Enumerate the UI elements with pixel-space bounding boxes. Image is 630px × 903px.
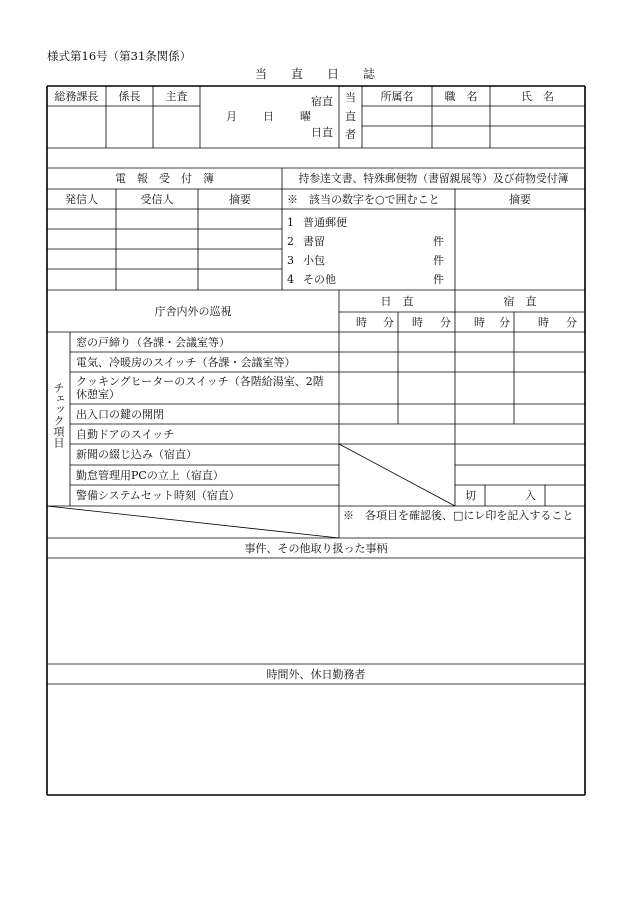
column-department: 所属名 — [380, 90, 414, 103]
check-item: クッキングヒーターのスイッチ（各階給湯室、2階休憩室） — [76, 375, 324, 401]
security-off-label: 切 — [465, 489, 476, 502]
minute-label: 分 — [440, 316, 451, 329]
patrol-day-duty: 日 直 — [380, 295, 414, 308]
patrol-night-duty: 宿 直 — [503, 295, 537, 308]
minute-label: 分 — [566, 316, 577, 329]
incidents-title: 事件、その他取り扱った事柄 — [244, 542, 388, 555]
night-duty-label: 宿直 — [311, 95, 333, 108]
day-duty-label: 日直 — [311, 126, 333, 139]
mail-item-no: 2 — [287, 235, 294, 248]
hour-label: 時 — [412, 316, 423, 329]
check-items-label: チェック項目 — [52, 382, 65, 448]
checkbox-note: ※ 各項目を確認後、□にレ印を記入すること — [343, 509, 574, 522]
mail-summary-column: 摘要 — [509, 193, 531, 206]
column-name: 氏 名 — [521, 90, 554, 103]
hour-label: 時 — [474, 316, 485, 329]
mail-item-no: 1 — [287, 216, 294, 229]
mail-item-name: 小包 — [303, 254, 325, 267]
date-weekday-label: 曜 — [300, 110, 311, 123]
duty-staff-label-2: 直 — [345, 110, 356, 123]
patrol-title: 庁舎内外の巡視 — [154, 305, 232, 318]
column-position: 職 名 — [444, 90, 478, 103]
stamp-label-section-chief: 係長 — [118, 90, 141, 103]
check-item: 勤怠管理用PCの立上（宿直） — [76, 469, 224, 482]
mail-item-name: その他 — [303, 273, 336, 286]
hour-label: 時 — [356, 316, 367, 329]
duty-staff-label-3: 者 — [345, 128, 356, 141]
mail-instruction: ※ 該当の数字を○で囲むこと — [287, 193, 440, 206]
date-day-label: 日 — [263, 110, 274, 123]
check-item: 新聞の綴じ込み（宿直） — [76, 448, 197, 461]
check-item: 電気、冷暖房のスイッチ（各課・会議室等） — [76, 356, 296, 369]
security-on-label: 入 — [525, 489, 536, 502]
overtime-title: 時間外、休日勤務者 — [266, 668, 366, 681]
stamp-label-general-affairs-chief: 総務課長 — [54, 90, 99, 103]
minute-label: 分 — [499, 316, 510, 329]
stamp-label-supervisor: 主査 — [165, 90, 188, 103]
mail-item-unit: 件 — [433, 254, 444, 267]
mail-title: 持参逹文書、特殊郵便物（書留親展等）及び荷物受付簿 — [298, 172, 569, 185]
mail-item-no: 3 — [287, 254, 294, 267]
column-sender: 発信人 — [65, 193, 98, 206]
check-item: 自動ドアのスイッチ — [76, 428, 175, 441]
form-number: 様式第16号（第31条関係） — [47, 49, 192, 63]
check-item: 出入口の鍵の開閉 — [76, 408, 164, 421]
check-item: 窓の戸締り（各課・会議室等） — [76, 336, 230, 349]
page-title: 当 直 日 誌 — [254, 67, 375, 81]
mail-item-no: 4 — [287, 273, 294, 286]
mail-item-name: 普通郵便 — [303, 216, 347, 229]
mail-item-unit: 件 — [433, 273, 444, 286]
duty-staff-label-1: 当 — [345, 91, 356, 104]
check-item: 警備システムセット時刻（宿直） — [76, 489, 240, 502]
date-month-label: 月 — [226, 110, 237, 123]
telegram-title: 電 報 受 付 簿 — [115, 172, 214, 185]
minute-label: 分 — [383, 316, 394, 329]
mail-item-name: 書留 — [303, 235, 325, 248]
column-recipient: 受信人 — [140, 193, 174, 206]
column-summary: 摘要 — [229, 193, 251, 206]
hour-label: 時 — [538, 316, 549, 329]
mail-item-unit: 件 — [433, 235, 444, 248]
